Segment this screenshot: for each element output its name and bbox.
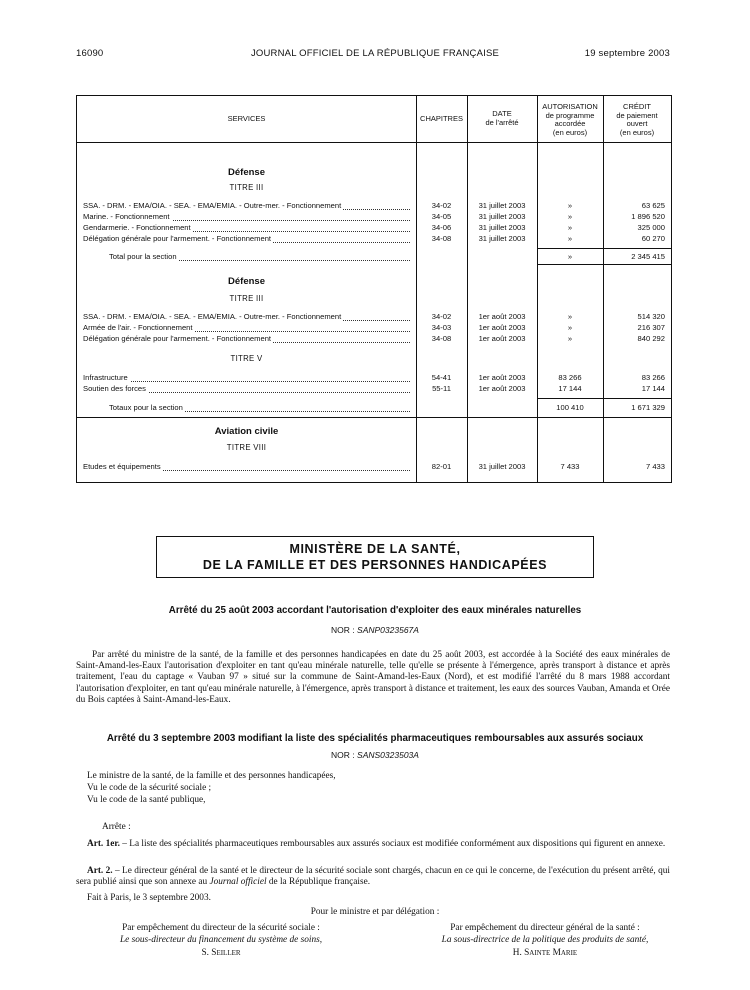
section-titre: TITRE III: [229, 294, 264, 303]
article-1: Art. 1er. – La liste des spécialités pharmaceutiques remboursables aux assurés sociaux est modifiée conformément aux dispositions qui figurent en annexe.: [87, 839, 666, 849]
signature-right-title: La sous-directrice de la politique des produits de santé,: [441, 935, 649, 945]
arrete-paragraph: Par arrêté du ministre de la santé, de la famille et des personnes handicapées en date du 25 août 2003, est accordée à la Société des eaux minérales de Saint-Amand-les-Eaux l'autorisation d'exploiter en tant qu'eau minérale naturelle, telle qu'elle se présente à l'émergence, après transport à distance et après traitement, l'eau du captage « Vauban 97 » situé sur la commune de Saint-Amand-les-Eaux (Nord), et est modifié l'arrêté du 8 mars 1988 accordant l'autorisation d'exploiter, en tant qu'eau minérale naturelle, à l'émergence, après transport à distance et traitement, les eaux des sources Vauban, Amanda et Orée du Bois captées à Saint-Amand-les-Eaux.: [76, 650, 670, 705]
signature-left-name: S. Seiller: [201, 948, 241, 958]
visa-line: Le ministre de la santé, de la famille et des personnes handicapées,: [87, 771, 336, 781]
signature-right-name: H. Sainte Marie: [512, 948, 578, 958]
nor-reference: NOR : SANS0323503A: [331, 750, 419, 760]
column-divider: [537, 96, 538, 482]
total-rule: [537, 264, 671, 265]
signature-right-role: Par empêchement du directeur général de la santé :: [450, 923, 640, 933]
subtotal-rule: [537, 398, 671, 399]
section-titre: TITRE VIII: [226, 443, 267, 452]
arrete-title: Arrêté du 3 septembre 2003 modifiant la liste des spécialités pharmaceutiques remboursables aux assurés sociaux: [106, 733, 644, 744]
header-divider: [77, 142, 671, 143]
credits-table: SERVICES CHAPITRES DATE de l'arrêté AUTORISATION de programme accordée (en euros) CRÉDIT de paiement ouvert (en euros) Défense TITRE III SSA. - DRM. - EMA/OIA. - SEA. - EMA/EMIA. - Outre-mer. - Fonctionnement 34-02 31 juillet 2003 » 63 625 Marine. - Fonctionnement 34-05 31 juillet 2003 » 1 896 520 Gendarmerie. - Fonctionnement 34-06 31 juillet 2003 » 325 000 Délégation générale pour l'armement. - Fonctionnement 34-08 31 juillet 2003 » 60 270 Total pour la section » 2 345 415 Défense TITRE III SSA. - DRM. - EMA/OIA. - SEA. - EMA/EMIA. - Outre-mer. - Fonctionnement 34-02 1er août 2003 » 514 320 Armée de l'air. - Fonctionnement 34-03 1er août 2003 » 216 307 Délégation générale pour l'armement. - Fonctionnement 34-08 1er août 2003 » 840 292 TITRE V Infrastructure 54-41 1er août 2003 83 266 83 266 Soutien des forces 55-11 1er août 2003 17 144 17 144 Totaux pour la section 100 410 1 671 329 Aviation civile TITRE VIII Etudes et équipements 82-01 31 juillet 2003 7 433 7 433: [76, 95, 672, 483]
signature-left-title: Le sous-directeur du financement du système de soins,: [119, 935, 323, 945]
col-header-credit: CRÉDIT de paiement ouvert (en euros): [616, 102, 658, 137]
subtotal-rule: [537, 248, 671, 249]
col-header-date: DATE de l'arrêté: [485, 109, 519, 127]
publication-date: 19 septembre 2003: [584, 48, 670, 59]
visa-line: Vu le code de la santé publique,: [87, 795, 206, 805]
section-title: Défense: [228, 276, 265, 287]
section-title: Défense: [228, 167, 265, 178]
nor-reference: NOR : SANP0323567A: [331, 625, 419, 635]
section-title: Aviation civile: [214, 426, 279, 437]
ministry-line-2: DE LA FAMILLE ET DES PERSONNES HANDICAPÉES: [202, 558, 548, 572]
column-divider: [467, 96, 468, 482]
page-number: 16090: [76, 48, 104, 59]
delegation-line: Pour le ministre et par délégation :: [310, 907, 440, 917]
visa-line: Vu le code de la sécurité sociale ;: [87, 783, 212, 793]
section-titre: TITRE V: [230, 354, 263, 363]
col-header-services: SERVICES: [227, 114, 266, 123]
column-divider: [416, 96, 417, 482]
article-2: Art. 2. – Le directeur général de la santé et le directeur de la sécurité sociale sont chargés, chacun en ce qui le concerne, de l'exécution du présent arrêté, qui sera publié ainsi que son annexe au Journal officiel de la République française.: [76, 866, 670, 888]
signature-left-role: Par empêchement du directeur de la sécurité sociale :: [122, 923, 320, 933]
section-titre: TITRE III: [229, 183, 264, 192]
journal-title: JOURNAL OFFICIEL DE LA RÉPUBLIQUE FRANÇAISE: [250, 48, 500, 59]
ministry-heading: [156, 536, 594, 578]
fait-line: Fait à Paris, le 3 septembre 2003.: [87, 893, 211, 903]
column-divider: [603, 96, 604, 482]
ministry-line-1: MINISTÈRE DE LA SANTÉ,: [289, 542, 461, 556]
col-header-chapitres: CHAPITRES: [420, 114, 463, 123]
section-divider: [77, 417, 671, 418]
col-header-autorisation: AUTORISATION de programme accordée (en euros): [542, 102, 598, 137]
arrete-title: Arrêté du 25 août 2003 accordant l'autorisation d'exploiter des eaux minérales naturelles: [168, 605, 582, 616]
arrete-label: Arrête :: [102, 822, 131, 832]
